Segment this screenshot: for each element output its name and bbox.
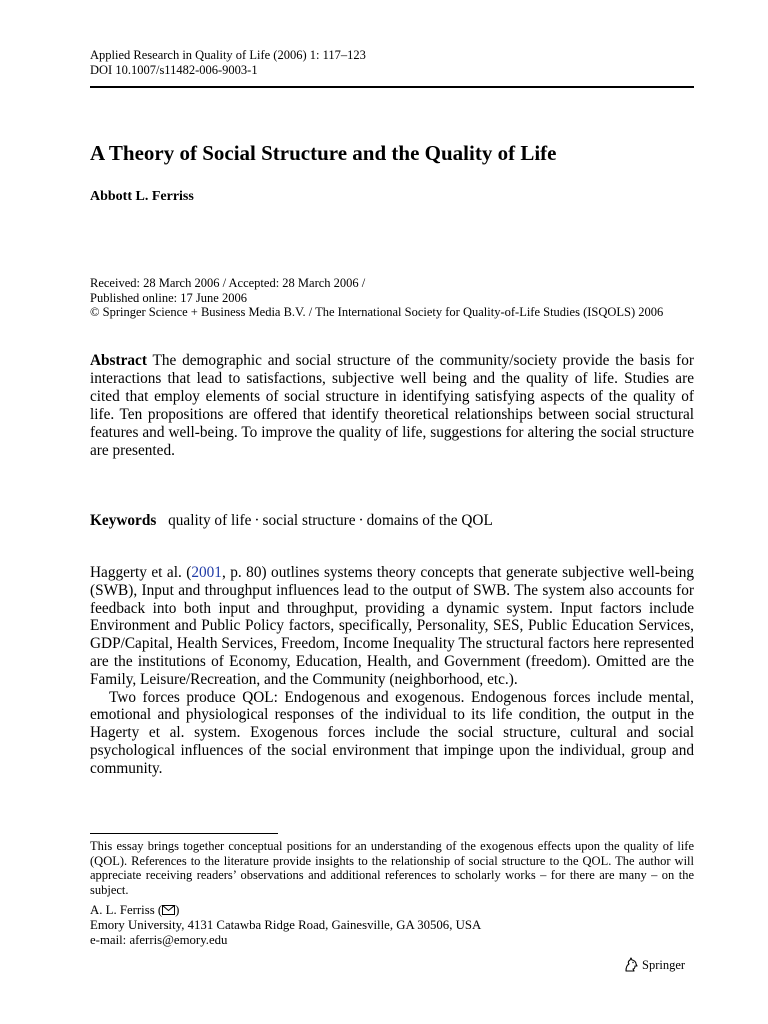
publication-dates: [90, 276, 694, 320]
affiliation-author: A. L. Ferriss: [90, 903, 155, 917]
abstract-label: Abstract: [90, 352, 147, 369]
citation-link[interactable]: 2001: [191, 564, 222, 581]
body-paragraph: Two forces produce QOL: Endogenous and exogenous. Endogenous forces include mental, emotional and physiological responses of the individual to its life condition, the output in the Hagerty et al. system. Exogenous forces include the social structure, cultural and social psychological influences of the social environment that impinge upon the individual, group and community.: [90, 688, 694, 777]
header-rule: [90, 86, 694, 88]
publisher-name: Springer: [642, 957, 686, 972]
journal-header: [90, 48, 366, 78]
keyword: social structure: [262, 512, 356, 529]
journal-citation: Applied Research in Quality of Life (2006) 1: 117–123: [90, 48, 366, 62]
author-affiliation: [90, 903, 694, 949]
footnote-rule: [90, 833, 278, 834]
affiliation-name-line: [90, 903, 694, 918]
correspondence-marker: ( ): [157, 903, 180, 917]
abstract-text: The demographic and social structure of the community/society provide the basis for interactions that lead to satisfactions, subjective well being and the quality of life. Studies are cited that employ elements of social structure in identifying satisfying aspects of the quality of life. Ten propositions are offered that identify theoretical relationships between social structural features and well-being. To improve the quality of life, suggestions for altering the social structure are presented.: [90, 352, 694, 459]
author-name: Abbott L. Ferriss: [90, 189, 194, 204]
published-online-date: Published online: 17 June 2006: [90, 290, 247, 305]
springer-horse-icon: [623, 957, 639, 973]
affiliation-address: Emory University, 4131 Catawba Ridge Road, Gainesville, GA 30506, USA: [90, 918, 482, 933]
paragraph-text: , p. 80) outlines systems theory concepts that generate subjective well-being (SWB), Input and throughput influences lead to the output of SWB. The system also accounts for feedback into both input and throughput, providing a dynamic system. Input factors include Environment and Public Policy factors, specifically, Personality, SES, Public Education Services, GDP/Capital, Health Services, Freedom, Income Inequality The structural factors here represented are the institutions of Economy, Education, Health, and Government (freedom). Omitted are the Family, Leisure/Recreation, and the Community (neighborhood, etc.).: [90, 564, 695, 688]
abstract: [90, 352, 694, 459]
body-paragraph: [90, 564, 694, 689]
envelope-icon: [162, 905, 175, 915]
received-accepted-dates: Received: 28 March 2006 / Accepted: 28 March 2006 /: [90, 276, 366, 290]
paragraph-text: Haggerty et al. (: [90, 564, 192, 581]
article-title: A Theory of Social Structure and the Quality of Life: [90, 141, 557, 165]
keywords-label: Keywords: [90, 512, 157, 529]
springer-logo: [623, 957, 685, 973]
keyword-separator: ·: [358, 512, 364, 529]
keyword-separator: ·: [254, 512, 260, 529]
keyword: quality of life: [168, 512, 252, 529]
keyword: domains of the QOL: [366, 512, 493, 529]
keywords: [90, 512, 694, 530]
copyright-notice: © Springer Science + Business Media B.V. / The International Society for Quality-of-Life Studies (ISQOLS) 2006: [90, 305, 664, 319]
body-text: [90, 564, 694, 778]
author-email[interactable]: e-mail: aferris@emory.edu: [90, 933, 228, 948]
doi: DOI 10.1007/s11482-006-9003-1: [90, 63, 258, 77]
footnote: This essay brings together conceptual positions for an understanding of the exogenous effects upon the quality of life (QOL). References to the literature provide insights to the relationship of social structure to the QOL. The author will appreciate receiving readers’ observations and additional references to scholarly works – for there are many – on the subject.: [90, 839, 694, 897]
